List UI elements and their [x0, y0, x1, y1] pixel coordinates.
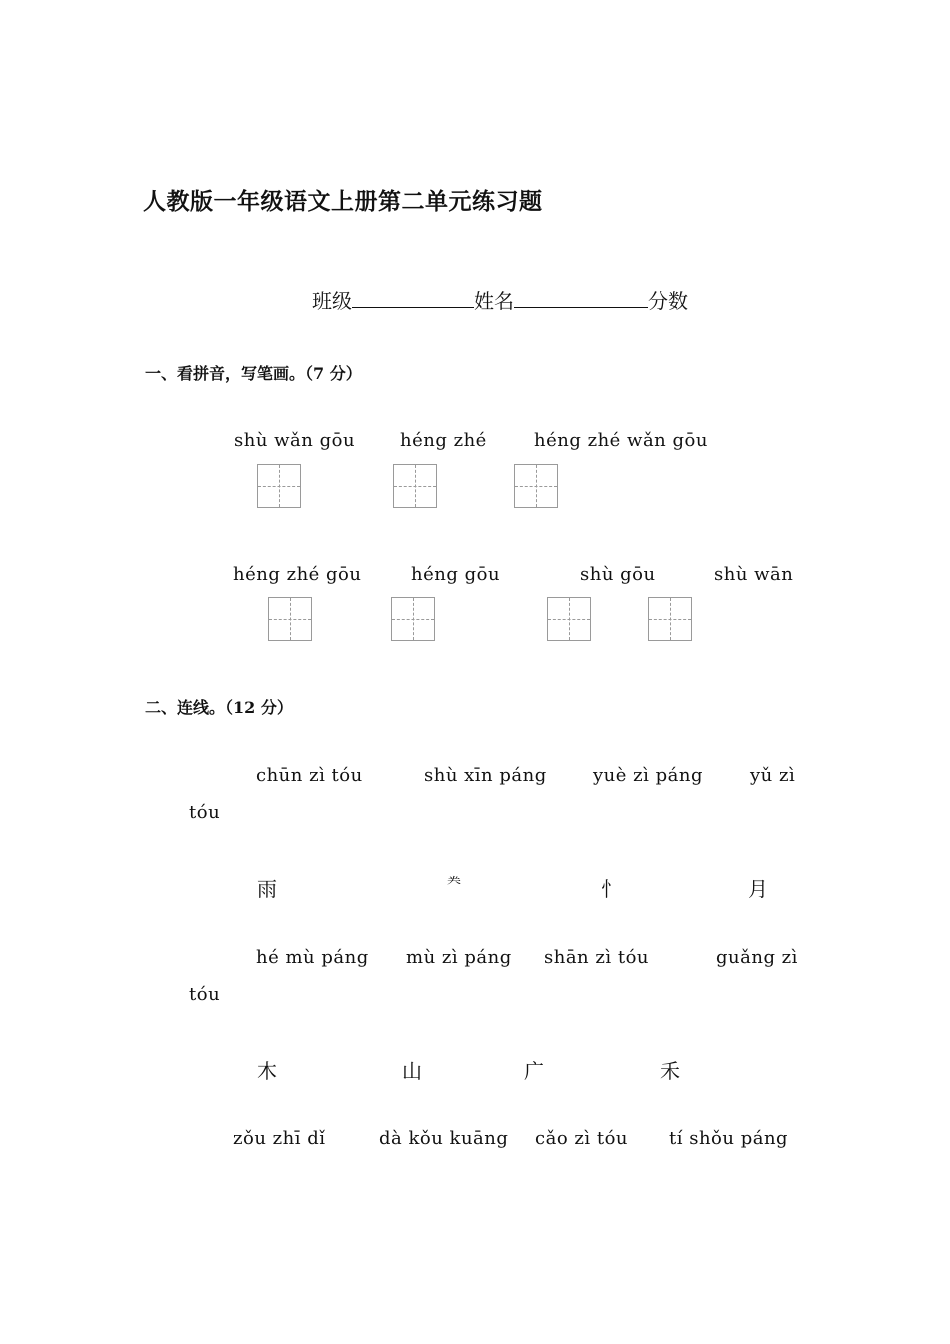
radical-pinyin: shù xīn páng: [424, 765, 547, 786]
document-title: 人教版一年级语文上册第二单元练习题: [143, 188, 543, 215]
name-label: 姓名: [474, 289, 514, 313]
radical-character: 龹: [447, 876, 461, 892]
radical-pinyin: shān zì tóu: [544, 947, 650, 968]
stroke-pinyin: shù gōu: [580, 564, 656, 585]
stroke-pinyin: héng zhé gōu: [233, 564, 362, 585]
radical-pinyin: dà kǒu kuāng: [379, 1128, 509, 1149]
radical-pinyin: guǎng zì: [716, 947, 798, 968]
radical-character: 山: [402, 1059, 422, 1083]
stroke-pinyin: shù wǎn gōu: [234, 430, 356, 451]
section-two-heading: 二、连线。（12 分）: [145, 698, 293, 717]
section-one-heading: 一、看拼音，写笔画。（7 分）: [145, 364, 362, 383]
radical-character: 忄: [601, 877, 621, 901]
writing-grid-box[interactable]: [268, 597, 312, 641]
writing-grid-box[interactable]: [514, 464, 558, 508]
writing-grid-box[interactable]: [547, 597, 591, 641]
writing-grid-box[interactable]: [648, 597, 692, 641]
radical-character: 禾: [660, 1059, 680, 1083]
stroke-pinyin: shù wān: [714, 564, 794, 585]
score-label: 分数: [648, 289, 688, 313]
radical-character: 木: [257, 1059, 277, 1083]
radical-character: 广: [524, 1059, 544, 1083]
writing-grid-box[interactable]: [391, 597, 435, 641]
radical-pinyin: zǒu zhī dǐ: [233, 1128, 326, 1149]
student-info-line: [312, 285, 688, 314]
stroke-pinyin: héng gōu: [411, 564, 501, 585]
stroke-pinyin: héng zhé wǎn gōu: [534, 430, 708, 451]
class-label: 班级: [312, 289, 352, 313]
radical-pinyin: tí shǒu páng: [669, 1128, 789, 1149]
stroke-pinyin: héng zhé: [400, 430, 487, 451]
name-blank[interactable]: [514, 287, 648, 308]
radical-pinyin: cǎo zì tóu: [535, 1128, 628, 1149]
radical-pinyin: yǔ zì: [750, 765, 796, 786]
class-blank[interactable]: [352, 287, 474, 308]
radical-character: 雨: [257, 877, 277, 901]
radical-pinyin-wrap: tóu: [189, 984, 221, 1005]
radical-pinyin: yuè zì páng: [593, 765, 703, 786]
writing-grid-box[interactable]: [393, 464, 437, 508]
writing-grid-box[interactable]: [257, 464, 301, 508]
radical-pinyin: chūn zì tóu: [256, 765, 363, 786]
radical-pinyin-wrap: tóu: [189, 802, 221, 823]
radical-pinyin: mù zì páng: [406, 947, 512, 968]
radical-pinyin: hé mù páng: [256, 947, 369, 968]
radical-character: 月: [748, 877, 768, 901]
